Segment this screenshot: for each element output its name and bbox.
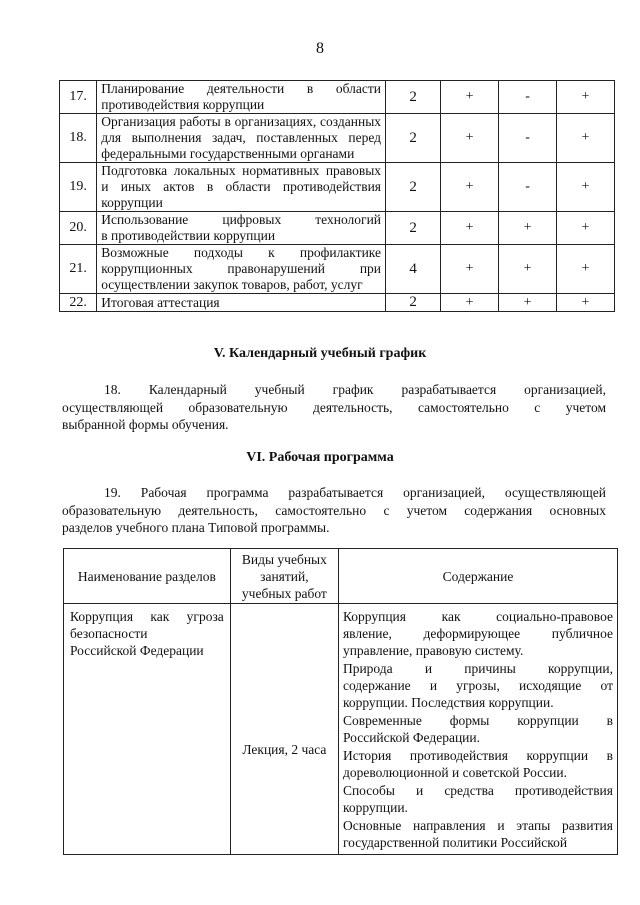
training-plan-table [59, 80, 615, 312]
paragraph-line: осуществляющей образовательную деятельность, самостоятельно с учетом [62, 399, 606, 415]
hours-cell: 4 [386, 245, 441, 294]
content-paragraph [343, 747, 613, 781]
topic-line: в противодействии коррупции [101, 228, 276, 243]
content-line: содержание и угрозы, исходящие от [342, 678, 613, 693]
activity-cell: Лекция, 2 часа [230, 604, 338, 855]
content-cell [338, 604, 617, 855]
topic-line: Подготовка локальных нормативных правовых [101, 163, 382, 178]
mark-cell: + [557, 212, 615, 245]
table-row [64, 604, 618, 855]
row-number: 17. [60, 81, 97, 114]
topic-cell [97, 212, 386, 245]
mark-cell: + [557, 294, 615, 312]
topic-line: и иных актов в области противодействия [101, 179, 382, 194]
content-line: государственной политики Российской [342, 835, 568, 850]
header-sections: Наименование разделов [64, 549, 231, 604]
table-row [60, 245, 615, 294]
header-line: учебных работ [241, 585, 327, 601]
header-line: Виды учебных [241, 551, 327, 567]
topic-line: коррупционных правонарушений при [101, 261, 382, 276]
content-line: Способы и средства противодействия [342, 783, 613, 798]
page-number: 8 [316, 40, 324, 57]
section-6-heading: VI. Рабочая программа [246, 450, 394, 465]
topic-line: для выполнения задач, поставленных перед [101, 130, 382, 145]
mark-cell: + [499, 245, 557, 294]
mark-cell: - [499, 163, 557, 212]
paragraph-line: 18. Календарный учебный график разрабатывается организацией, [104, 382, 606, 397]
mark-cell: + [557, 114, 615, 163]
content-paragraph [343, 817, 613, 851]
content-line: Природа и причины коррупции, [342, 661, 613, 676]
topic-line: федеральными государственными органами [101, 146, 355, 161]
content-line: Основные направления и этапы развития [342, 818, 613, 833]
content-line: явление, деформирующее публичное [342, 626, 613, 641]
mark-cell: + [499, 294, 557, 312]
content-line: Современные формы коррупции в [342, 713, 613, 728]
topic-line: Использование цифровых технологий [101, 212, 382, 227]
mark-cell: - [499, 81, 557, 114]
hours-cell: 2 [386, 212, 441, 245]
content-line: дореволюционной и советской России. [342, 765, 567, 780]
hours-cell: 2 [386, 114, 441, 163]
hours-cell: 2 [386, 81, 441, 114]
paragraph-line: образовательную деятельность, самостоятельно с учетом содержания основных [62, 502, 606, 518]
section-5-heading: V. Календарный учебный график [213, 346, 427, 361]
topic-cell [97, 81, 386, 114]
section-5-paragraph [62, 381, 606, 434]
content-paragraph [343, 608, 613, 659]
table-header-row [64, 549, 618, 604]
content-line: управление, правовую систему. [342, 643, 524, 658]
content-line: Российской Федерации. [342, 730, 480, 745]
mark-cell: + [441, 114, 499, 163]
topic-cell [97, 294, 386, 312]
content-line: коррупции. [342, 800, 408, 815]
section-name-line: Российской Федерации [70, 643, 204, 658]
paragraph-line: 19. Рабочая программа разрабатывается организацией, осуществляющей [104, 485, 606, 500]
mark-cell: + [441, 294, 499, 312]
topic-cell [97, 114, 386, 163]
paragraph-line: выбранной формы обучения. [62, 417, 229, 432]
table-row [60, 81, 615, 114]
section-name-cell [64, 604, 231, 855]
paragraph-line: разделов учебного плана Типовой программы. [62, 520, 330, 535]
content-paragraph [343, 782, 613, 816]
mark-cell: + [499, 212, 557, 245]
topic-line: противодействия коррупции [101, 97, 265, 112]
content-paragraph [343, 660, 613, 711]
table-row [60, 294, 615, 312]
row-number: 18. [60, 114, 97, 163]
table-row [60, 163, 615, 212]
mark-cell: + [441, 245, 499, 294]
row-number: 21. [60, 245, 97, 294]
mark-cell: - [499, 114, 557, 163]
mark-cell: + [441, 212, 499, 245]
header-content: Содержание [338, 549, 617, 604]
topic-line: осуществлении закупок товаров, работ, услуг [101, 277, 363, 292]
table-row [60, 114, 615, 163]
topic-cell [97, 163, 386, 212]
row-number: 20. [60, 212, 97, 245]
content-line: коррупции. Последствия коррупции. [342, 695, 554, 710]
topic-cell [97, 245, 386, 294]
section-6-paragraph [62, 484, 606, 537]
row-number: 19. [60, 163, 97, 212]
topic-line: Итоговая аттестация [101, 294, 220, 310]
mark-cell: + [441, 81, 499, 114]
mark-cell: + [441, 163, 499, 212]
header-activity-types [230, 549, 338, 604]
content-paragraph [343, 712, 613, 746]
hours-cell: 2 [386, 163, 441, 212]
topic-line: Организация работы в организациях, созданных [101, 114, 382, 129]
topic-line: коррупции [101, 195, 163, 210]
section-name-line: Коррупция как угроза [70, 609, 224, 624]
mark-cell: + [557, 163, 615, 212]
section-name-line: безопасности [70, 626, 148, 641]
mark-cell: + [557, 245, 615, 294]
table-row [60, 212, 615, 245]
topic-line: Планирование деятельности в области [101, 81, 382, 96]
hours-cell: 2 [386, 294, 441, 312]
topic-line: Возможные подходы к профилактике [101, 245, 382, 260]
work-program-table [63, 548, 618, 855]
content-line: История противодействия коррупции в [342, 748, 613, 763]
mark-cell: + [557, 81, 615, 114]
content-line: Коррупция как социально-правовое [342, 609, 613, 624]
header-line: занятий, [260, 568, 309, 584]
row-number: 22. [60, 294, 97, 312]
